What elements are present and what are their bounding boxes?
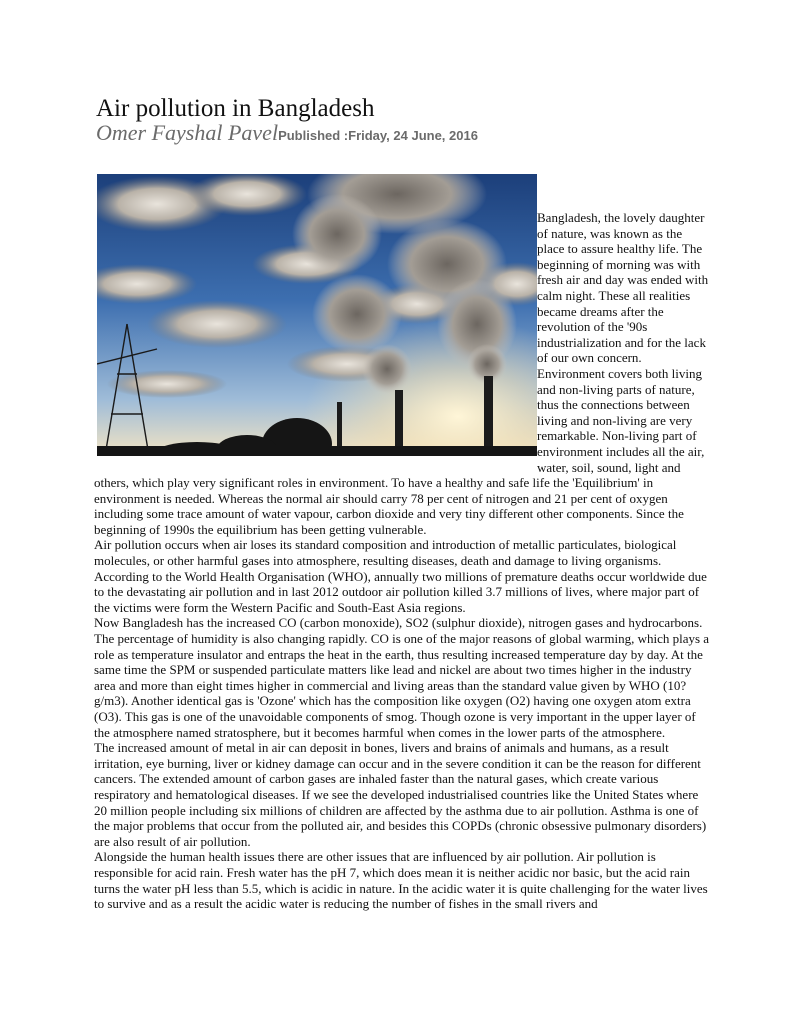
paragraph: Now Bangladesh has the increased CO (carbon monoxide), SO2 (sulphur dioxide), nitrogen gases and hydrocarbons. The percentage of humidity is also changing rapidly. CO is one of the major reasons of global warming, which plays a role as temperature insulator and entraps the heat in the earth, thus resulting increased temperature day by day. At the same time the SPM or suspended particulate matters like lead and nickel are about two times higher in the industry area and more than eight times higher in commercial and living areas than the standard value given by WHO (10?g/m3). Another identical gas is 'Ozone' which has the composition like oxygen (O2) having one oxygen atom extra (O3). This gas is one of the unavoidable components of smog. Though ozone is very important in the upper layer of the atmosphere named stratosphere, but it becomes harmful when comes in the lower parts of the atmosphere. (94, 615, 710, 740)
image-wrap-spacer (94, 210, 537, 463)
byline (96, 120, 478, 149)
author-name: Omer Fayshal Pavel (96, 120, 279, 145)
paragraph: Bangladesh, the lovely daughter of nature, was known as the place to assure healthy life. The beginning of morning was with fresh air and day was ended with calm night. These all realities became dreams after the revolution of the '90s industrialization and for the lack of our own concern. Environment covers both living and non-living parts of nature, thus the connections between living and non-living are very remarkable. Non-living part of environment includes all the air, water, soil, sound, light and others, which play very significant roles in environment. To have a healthy and safe life the 'Equilibrium' in environment is needed. Whereas the normal air should carry 78 per cent of nitrogen and 21 per cent of oxygen including some trace amount of water vapour, carbon dioxide and very tiny different other components. Since the beginning of 1990s the equilibrium has been getting vulnerable. (94, 210, 709, 537)
published-date: Published :Friday, 24 June, 2016 (278, 128, 478, 143)
paragraph: The increased amount of metal in air can deposit in bones, livers and brains of animals and humans, as a result irritation, eye burning, liver or kidney damage can occur and in the severe condition it can be the reason for different cancers. The extended amount of carbon gases are inhaled faster than the natural gases, which create various respiratory and hematological diseases. If we see the developed industrialised countries like the United States where 20 million people including six millions of children are affected by the asthma due to air pollution. Asthma is one of the major problems that occur from the polluted air, and besides this COPDs (chronic obsessive pulmonary disorders) are also result of air pollution. (94, 740, 707, 849)
paragraph: Air pollution occurs when air loses its standard composition and introduction of metallic particulates, biological molecules, or other harmful gases into atmosphere, resulting diseases, death and damage to living organisms. According to the World Health Organisation (WHO), annually two millions of premature deaths occur worldwide due to the devastating air pollution and in last 2012 outdoor air pollution killed 3.7 millions of lives, where major part of the victims were form the Western Pacific and South-East Asia regions. (94, 537, 707, 615)
article-title: Air pollution in Bangladesh (96, 95, 375, 122)
paragraph: Alongside the human health issues there are other issues that are influenced by air pollution. Air pollution is responsible for acid rain. Fresh water has the pH 7, which does mean it is neither acidic nor basic, but the acid rain turns the water pH less than 5.5, which is acidic in nature. In the acidic water it is quite challenging for the water lives to survive and as a result the acidic water is reducing the number of fishes in the small rivers and (94, 849, 708, 912)
article-body (94, 210, 710, 912)
